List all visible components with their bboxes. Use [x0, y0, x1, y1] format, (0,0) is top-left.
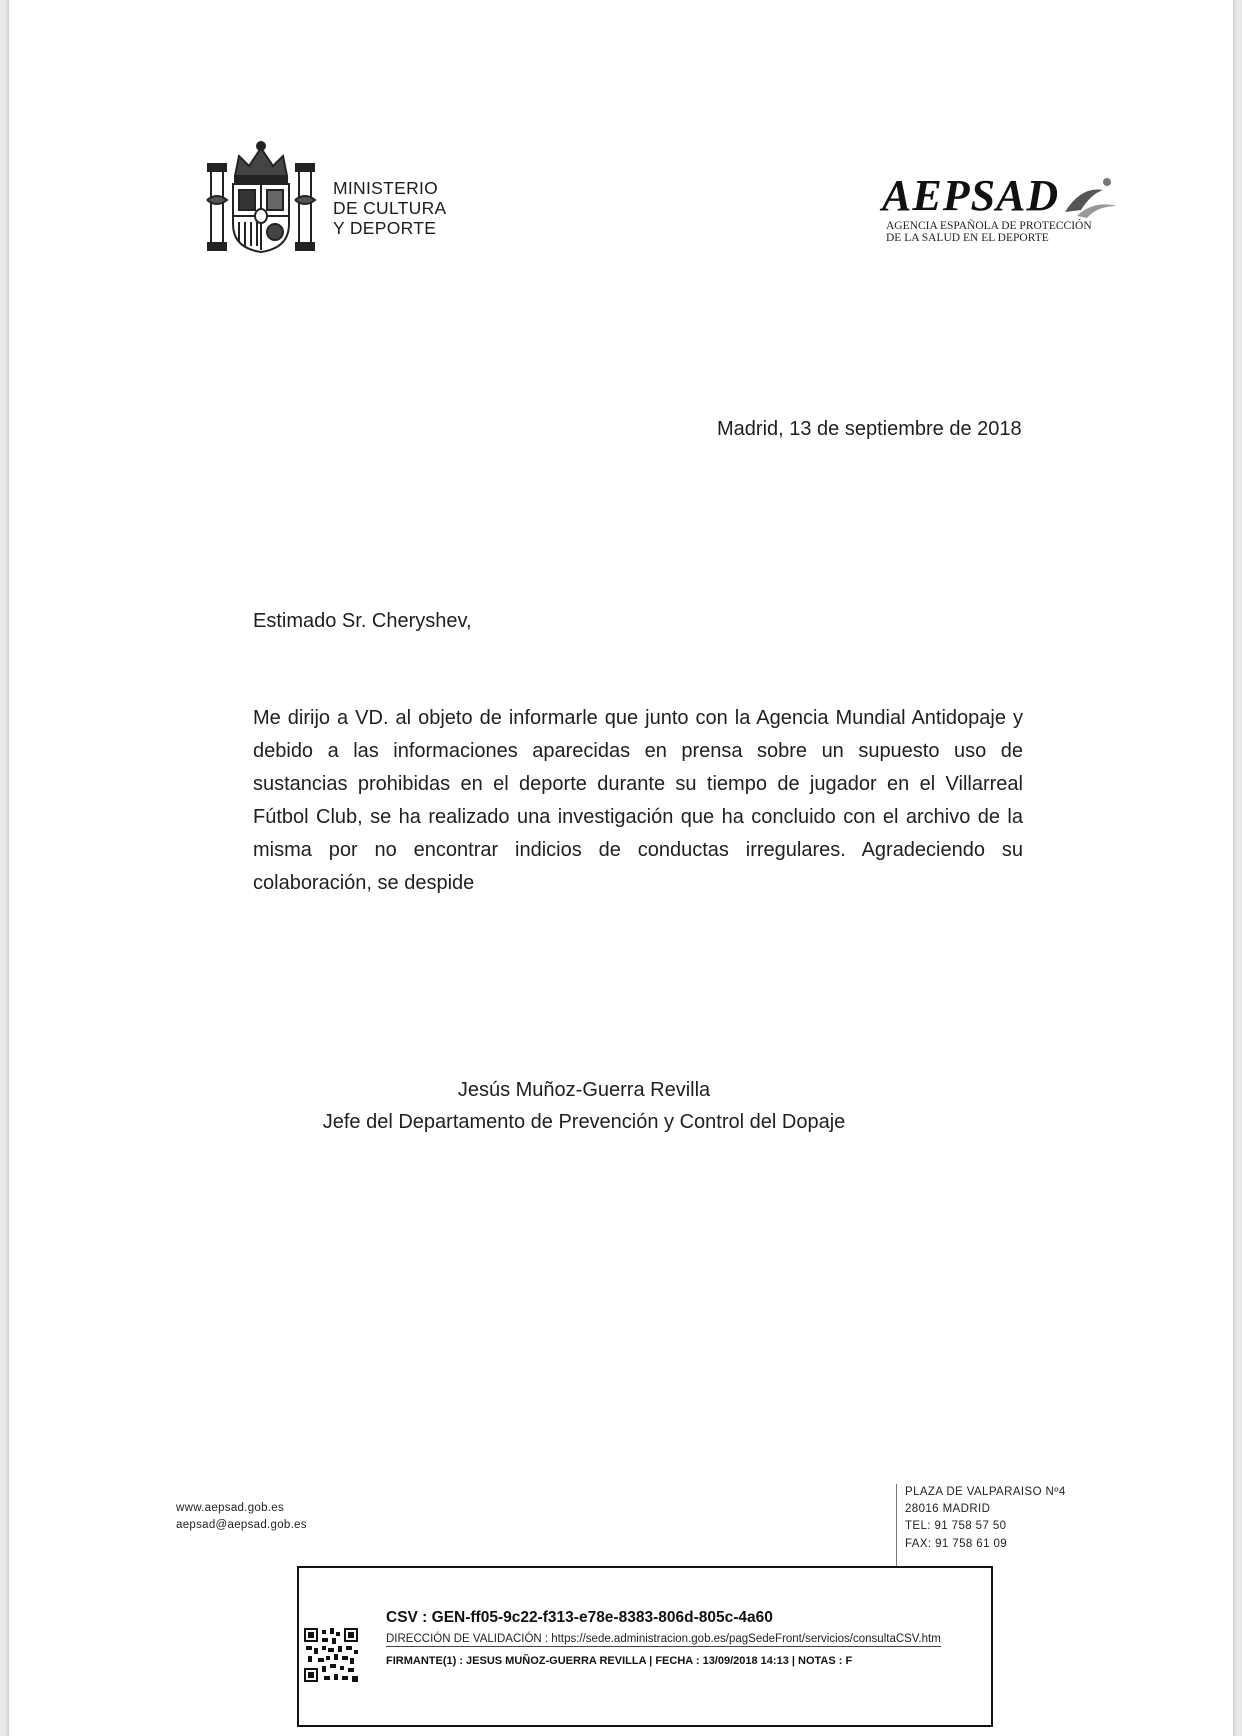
signature-block: [309, 1074, 859, 1138]
address-line: PLAZA DE VALPARAISO Nº4: [905, 1486, 1066, 1498]
ministry-line: Y DEPORTE: [333, 218, 437, 238]
coat-of-arms-icon: [205, 140, 317, 256]
agency-full-name: [886, 220, 1092, 244]
footer-email-link[interactable]: aepsad@aepsad.gob.es: [176, 1519, 307, 1531]
agency-line: AGENCIA ESPAÑOLA DE PROTECCIÓN: [886, 220, 1092, 232]
letter-greeting: Estimado Sr. Cheryshev,: [253, 610, 472, 632]
address-line: 28016 MADRID: [905, 1503, 991, 1516]
ministry-line: MINISTERIO: [333, 178, 439, 198]
agency-logo-text: AEPSAD: [882, 171, 1060, 220]
ministry-line: DE CULTURA: [333, 198, 447, 218]
signer-title: Jefe del Departamento de Prevención y Control del Dopaje: [322, 1111, 846, 1133]
letter-date: Madrid, 13 de septiembre de 2018: [717, 418, 1022, 440]
qr-code-icon: [304, 1628, 358, 1682]
footer-website-link[interactable]: www.aepsad.gob.es: [176, 1502, 285, 1514]
csv-code: CSV : GEN-ff05-9c22-f313-e78e-8383-806d-805c-4a60: [386, 1609, 773, 1626]
csv-validation-link[interactable]: DIRECCIÓN DE VALIDACIÓN : https://sede.administracion.gob.es/pagSedeFront/servicios/consultaCSV.htm: [386, 1633, 941, 1645]
csv-signer-line: FIRMANTE(1) : JESUS MUÑOZ-GUERRA REVILLA | FECHA : 13/09/2018 14:13 | NOTAS : F: [386, 1655, 853, 1667]
document-page: [9, 0, 1233, 1736]
ministry-name: [333, 178, 447, 238]
footer-address: [905, 1484, 1066, 1553]
signer-name: Jesús Muñoz-Guerra Revilla: [457, 1079, 711, 1101]
runner-swoosh-icon: [1063, 176, 1119, 218]
address-line: TEL: 91 758 57 50: [905, 1520, 1007, 1533]
address-line: FAX: 91 758 61 09: [905, 1537, 1008, 1550]
letter-body: Me dirijo a VD. al objeto de informarle que junto con la Agencia Mundial Antidopaje y debido a las informaciones aparecidas en prensa sobre un supuesto uso de sustancias prohibidas en el deporte durante su tiempo de jugador en el Villarreal Fútbol Club, se ha realizado una investigación que ha concluido con el archivo de la misma por no encontrar indicios de conductas irregulares. Agradeciendo su colaboración, se despide: [253, 707, 1023, 894]
agency-line: DE LA SALUD EN EL DEPORTE: [886, 232, 1049, 244]
footer-contact: [176, 1500, 307, 1534]
